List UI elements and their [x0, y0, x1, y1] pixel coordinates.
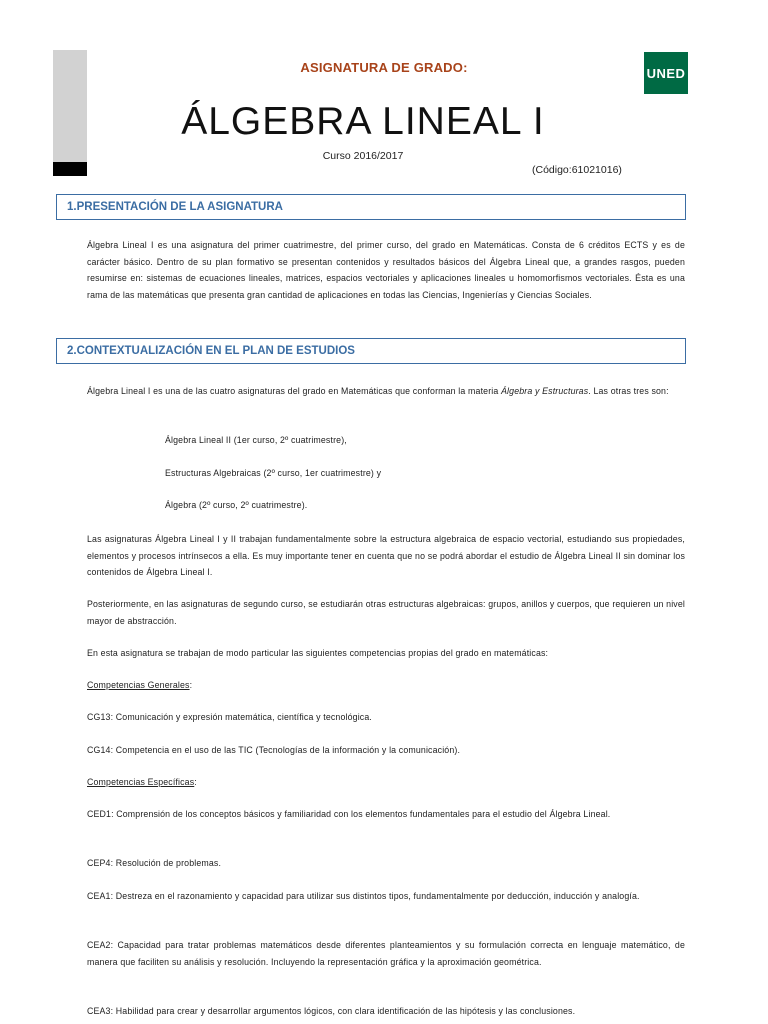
uned-logo: UNED	[644, 52, 688, 94]
competencia-cg13: CG13: Comunicación y expresión matemática, científica y tecnológica.	[87, 712, 372, 722]
course-code: (Código:61021016)	[532, 164, 622, 176]
competencia-cea1: CEA1: Destreza en el razonamiento y capacidad para utilizar sus distintos tipos, fundamentalmente por deducción, inducción y analogía.	[87, 891, 640, 901]
competencia-ced1: CED1: Comprensión de los conceptos básicos y familiaridad con los elementos fundamentales para el estudio del Álgebra Lineal.	[87, 809, 611, 819]
section-heading-presentacion: 1.PRESENTACIÓN DE LA ASIGNATURA	[56, 194, 686, 220]
competencia-cea2: CEA2: Capacidad para tratar problemas matemáticos desde diferentes planteamientos y su formulación correcta en lenguaje matemático, de manera que faciliten su análisis y resolución. Incluyendo la representación gráfica y la aproximación geométrica.	[87, 940, 685, 967]
materia-name: Álgebra y Estructuras	[501, 386, 589, 396]
competencia-cea3: CEA3: Habilidad para crear y desarrollar argumentos lógicos, con clara identificación de las hipótesis y las conclusiones.	[87, 1006, 576, 1016]
contexto-paragraph-3: Posteriormente, en las asignaturas de segundo curso, se estudiarán otras estructuras algebraicas: grupos, anillos y cuerpos, que requieren un nivel mayor de abstracción.	[87, 599, 685, 626]
header-kicker: ASIGNATURA DE GRADO:	[300, 60, 468, 75]
competencia-cep4: CEP4: Resolución de problemas.	[87, 858, 222, 868]
contexto-paragraph-2: Las asignaturas Álgebra Lineal I y II trabajan fundamentalmente sobre la estructura algebraica de espacio vectorial, estudiando sus propiedades, elementos y procesos intrínsecos a ella. Es muy importante tener en cuenta que no se podrá abordar el estudio de Álgebra Lineal II sin dominar los contenidos de Álgebra Lineal I.	[87, 534, 685, 577]
course-year: Curso 2016/2017	[322, 150, 404, 162]
contexto-paragraph-4: En esta asignatura se trabajan de modo particular las siguientes competencias propias del grado en matemáticas:	[87, 648, 549, 658]
contexto-intro-paragraph: Álgebra Lineal I es una de las cuatro asignaturas del grado en Matemáticas que conforman la materia Álgebra y Estructuras. Las otras tres son:	[87, 386, 669, 396]
page-title: ÁLGEBRA LINEAL I	[181, 100, 545, 143]
competencia-cg14: CG14: Competencia en el uso de las TIC (Tecnologías de la información y la comunicación).	[87, 745, 461, 755]
competencias-especificas-heading: Competencias Específicas:	[87, 777, 197, 787]
list-item: Álgebra (2º curso, 2º cuatrimestre).	[165, 500, 308, 510]
decorative-black-bar	[53, 162, 87, 176]
list-item: Álgebra Lineal II (1er curso, 2º cuatrimestre),	[165, 435, 347, 445]
competencias-generales-heading: Competencias Generales:	[87, 680, 193, 690]
section-heading-contexto: 2.CONTEXTUALIZACIÓN EN EL PLAN DE ESTUDIOS	[56, 338, 686, 364]
presentacion-paragraph: Álgebra Lineal I es una asignatura del primer cuatrimestre, del primer curso, del grado en Matemáticas. Consta de 6 créditos ECTS y es de carácter básico. Dentro de su plan formativo se presentan contenidos y resultados básicos del Álgebra Lineal que, a grandes rasgos, pueden resumirse en: sistemas de ecuaciones lineales, matrices, espacios vectoriales y aplicaciones lineales u homomorfismos vectoriales. Ésta es una rama de las matemáticas que presenta gran cantidad de aplicaciones en todas las Ciencias, Ingenierías y Ciencias Sociales.	[87, 240, 685, 300]
list-item: Estructuras Algebraicas (2º curso, 1er cuatrimestre) y	[165, 468, 382, 478]
